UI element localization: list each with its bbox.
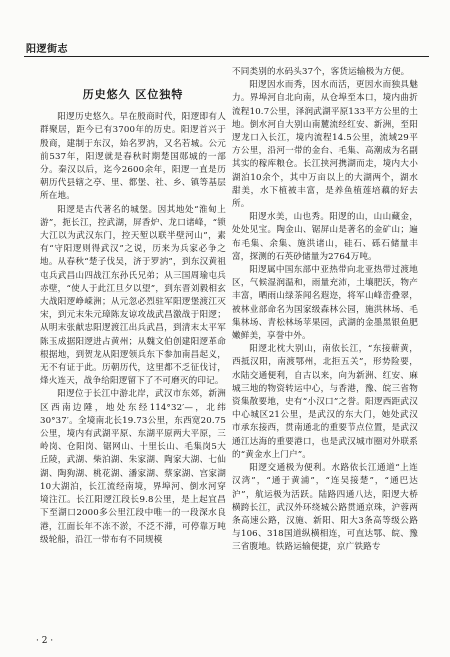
- right-column: [232, 66, 418, 555]
- running-head: 阳逻街志: [26, 44, 68, 55]
- paragraph: 阳逻水美，山也秀。阳逻的山，山山藏金，处处见宝。陶金山、锯屏山是著名的金矿山；遍布毛集、余集、施洪诸山，硅石、砾石储量丰富，探测的石英砂储量为2764万吨。: [232, 212, 418, 262]
- paragraph-continuation: 不同类别的水码头37个，客货运输极为方便。: [232, 67, 410, 77]
- paragraph: 阳逻历史悠久。早在殷商时代，阳逻即有人群聚居，距今已有3700年的历史。阳逻首兴于殷商，建制于东汉，始名罗汭，又名若城。公元前537年，阳逻就是春秋时期楚国郧城的一部分。秦汉以后，迄今2600余年，阳逻一直是历朝历代县辖之亭、里、都堡、社、乡、镇等基层所在地。: [40, 112, 226, 202]
- header-rule: [24, 56, 429, 57]
- paragraph: 阳逻因水而秀，因水而活，更因水而独具魅力。界埠河自北向南，从仓埠至本口，境内曲折流程10.7公里，泽润武湖平原133平方公里的土地。倒水河自大别山南麓流经红安、新洲，至阳逻龙口入长江，境内流程14.5公里，流域29平方公里，沿河一带的金台、毛集、高潮成为名副其实的稼库粮仓。长江挟河携湖而走，境内大小湖泊10余个，其中万亩以上的大湖两个，湖水甜美，水下植被丰富，是养鱼植莲培藕的好去所。: [232, 80, 418, 210]
- paragraph: 阳逻北枕大别山，南依长江，“东接蕲黄，西抵汉阳，南渡鄂州，北拒五关”，形势险要，水陆交通便利，自古以来，向为新洲、红安、麻城三地的物资转运中心，与香港，豫、皖三省物资集散要地，史有“小汉口”之誉。阳逻西距武汉中心城区21公里，是武汉的东大门，她处武汉市承东接西，贯南通北的重要节点位置，是武汉通江达海的重要港口，也是武汉城市圈对外联系的“黄金水上门户”。: [232, 344, 418, 460]
- paragraph: 阳逻位于长江中游北岸，武汉市东郊，新洲区西南边陲，地处东经114°32′—，北纬30°37′。全境南北长19.73公里，东西宽20.75公里，境内有武湖平原、东湖平原两大平原，三岭岗、仓阳岗、锯网山、十里长山、毛集岗5大丘陵，武湖、柴泊湖、朱家湖、陶家大湖、七仙湖、陶狗湖、桃花湖、潘家湖、蔡家湖、宫家湖10大湖泊，长江流经南境，界埠河、倒水河穿境注江。长江阳逻江段长9.8公里，是上起宜昌下至湖口2000多公里江段中唯一的一段深水良港，江面长年不冻不淤，不泛不滞，可停靠万吨级轮船，沿江一带布有不同规模: [40, 389, 226, 545]
- paragraph: 阳逻是古代著名的城堡。因其地处“淮甸上游”，扼长江，控武湖，屏香炉、龙口诸峰，“锁大江以为武汉东门，控天堑以联半壁河山”，素有“守阳逻则得武汉”之说，历来为兵家必争之地。从春秋“楚子伐吴，济于罗汭”，到东汉黄祖屯兵武昌山四战江东孙氏兄弟；从三国周瑜屯兵赤壁，“使人于此江旦夕以望”，到东晋刘毅相玄大战阳逻峥嵘洲；从元忽必烈驻军阳逻堡渡江灭宋，到元末朱元璋陈友谅攻战武昌激战于阳逻；从明末张献忠阳逻渡江出兵武昌，到清末太平军陈玉成据阳逻进占黄州；从魏文伯创建阳逻革命根据地，到贺龙从阳逻领兵东下参加南昌起义，无不有证于此。历朝历代，这里都不乏征伐讨，烽火连天，战争给阳逻留下了不可磨灭的印记。: [40, 204, 226, 387]
- page-number: · 2 ·: [36, 636, 54, 646]
- paragraph: 阳逻交通极为便利。水路依长江通道“上连汉湾”，“通于黄浦”，“连吴接楚”，“通巴达沪”，航运极为活跃。陆路四通八达，阳逻大桥横跨长江，武汉外环绕城公路贯通京珠，沪蓉两条高速公路，汉施、新阳、阳大3条高等级公路与106、318国道纵横相连，可直达鄂、皖、豫三省腹地。铁路运输便捷，京广铁路专: [232, 463, 418, 553]
- left-column: [40, 66, 226, 547]
- paragraph: 阳逻属中国东部中亚热带向北亚热带过渡地区，气候湿润温和，雨量充沛，土壤肥沃，物产丰富，晒雨山绿茶闻名遐迩，将军山峰峦叠翠，被林业部命名为国家级森林公园，施洪林场、毛集林场、青松林场苹果园，武湖的金墨黑银鱼肥嫩鲜美，享誉中外。: [232, 265, 418, 342]
- section-title: 历史悠久 区位独特: [82, 88, 184, 101]
